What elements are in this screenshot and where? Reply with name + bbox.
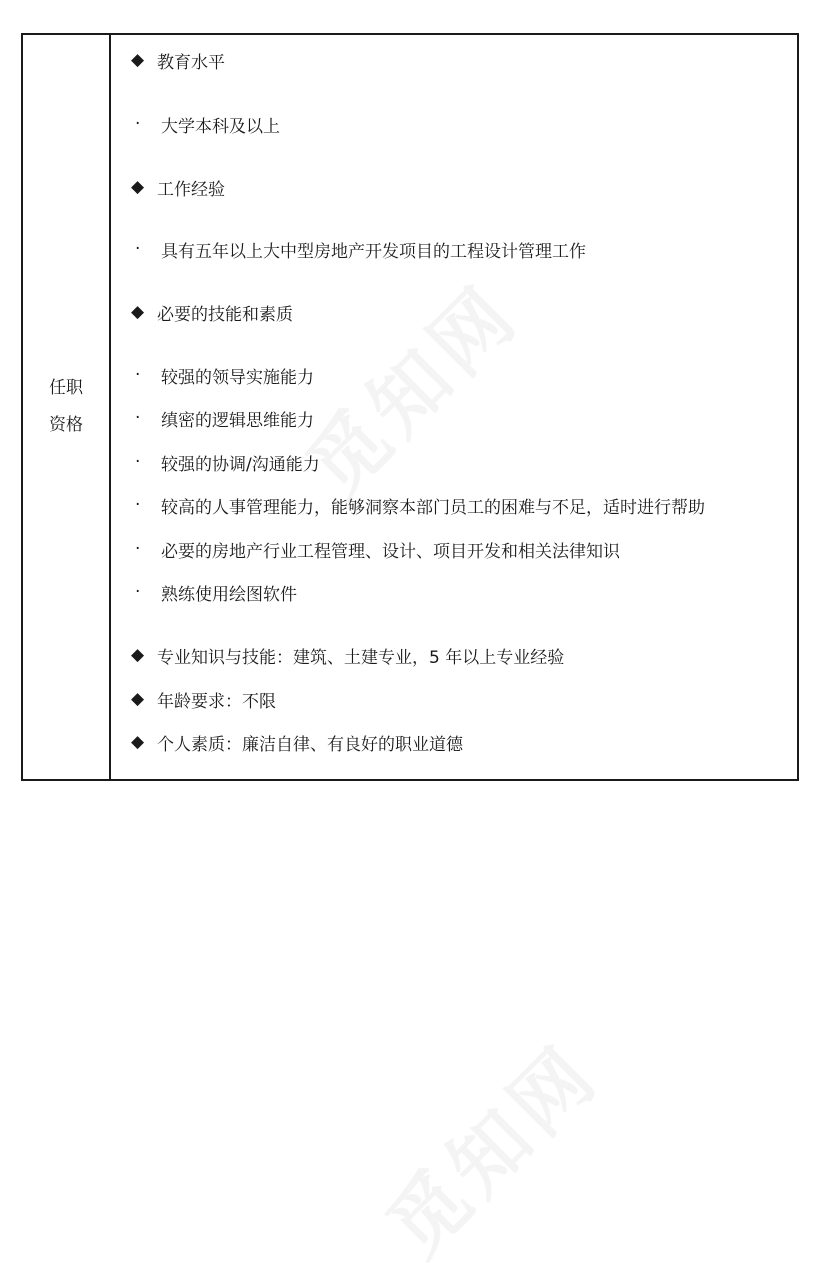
dot-bullet-icon: · [135,408,141,428]
label-line-2: 资格 [49,415,83,435]
content-cell [111,35,797,779]
item-text: 教育水平 [157,52,225,73]
item-text: 专业知识与技能：建筑、土建专业，5 年以上专业经验 [157,647,565,668]
item-text: 较高的人事管理能力，能够洞察本部门员工的困难与不足，适时进行帮助 [161,497,705,518]
list-item [131,47,225,73]
diamond-bullet-icon: ◆ [131,302,145,322]
label-line-1: 任职 [49,378,83,398]
item-text: 个人素质：廉洁自律、有良好的职业道德 [157,734,463,755]
item-text: 具有五年以上大中型房地产开发项目的工程设计管理工作 [161,241,586,262]
item-text: 工作经验 [157,179,225,200]
dot-bullet-icon: · [135,539,141,559]
list-item [131,492,705,518]
list-item [131,111,280,137]
dot-bullet-icon: · [135,365,141,385]
diamond-bullet-icon: ◆ [131,645,145,665]
list-item [131,405,314,431]
diamond-bullet-icon: ◆ [131,689,145,709]
list-item [131,579,297,605]
list-item [131,174,225,200]
label-cell [23,35,111,779]
list-item [131,449,320,475]
dot-bullet-icon: · [135,452,141,472]
item-text: 较强的领导实施能力 [161,367,314,388]
item-text: 熟练使用绘图软件 [161,584,297,605]
dot-bullet-icon: · [135,495,141,515]
list-item [131,362,314,388]
dot-bullet-icon: · [135,582,141,602]
list-item [131,536,620,562]
item-text: 年龄要求：不限 [157,691,276,712]
item-text: 必要的技能和素质 [157,304,293,325]
item-text: 较强的协调/沟通能力 [161,454,320,475]
diamond-bullet-icon: ◆ [131,50,145,70]
list-item [131,686,276,712]
list-item [131,299,293,325]
item-text: 缜密的逻辑思维能力 [161,410,314,431]
list-item [131,729,463,755]
list-item [131,236,586,262]
qualification-table [21,33,799,781]
dot-bullet-icon: · [135,239,141,259]
list-item [131,642,564,668]
diamond-bullet-icon: ◆ [131,732,145,752]
diamond-bullet-icon: ◆ [131,177,145,197]
item-text: 必要的房地产行业工程管理、设计、项目开发和相关法律知识 [161,541,620,562]
dot-bullet-icon: · [135,114,141,134]
item-text: 大学本科及以上 [161,116,280,137]
watermark-bottom [358,1015,620,1277]
